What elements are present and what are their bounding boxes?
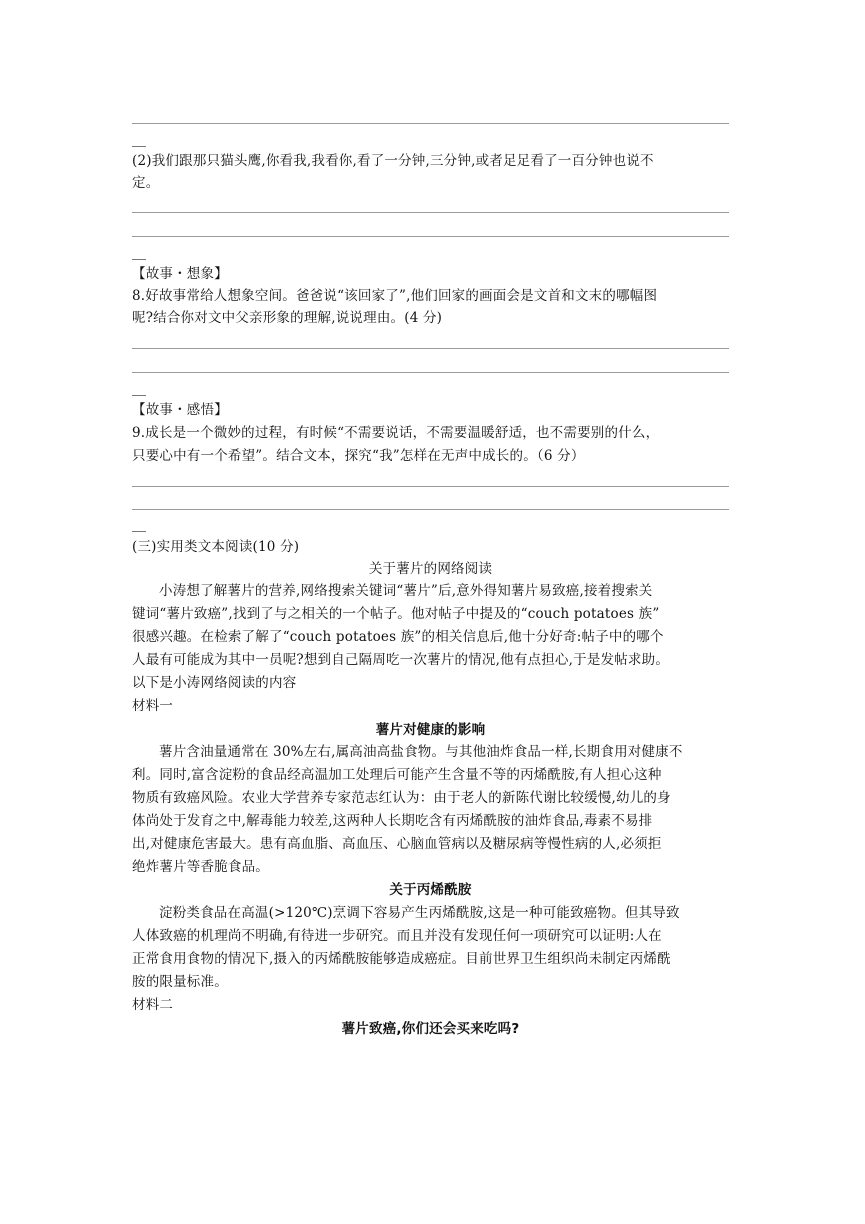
answer-line	[132, 236, 729, 237]
answer-line-end	[132, 395, 146, 396]
answer-line	[132, 372, 729, 373]
question-7-2-line1: (2)我们跟那只猫头鹰,你看我,我看你,看了一分钟,三分钟,或者足足看了一百分钟也说不	[132, 153, 654, 169]
acrylamide-line: 胺的限量标准。	[132, 974, 228, 990]
answer-line	[132, 509, 729, 510]
material-2-label: 材料二	[132, 997, 174, 1013]
acrylamide-title: 关于丙烯酰胺	[389, 882, 472, 898]
material-1-line: 物质有致癌风险。农业大学营养专家范志红认为：由于老人的新陈代谢比较缓慢,幼儿的身	[132, 790, 671, 806]
acrylamide-line: 淀粉类食品在高温(>120℃)烹调下容易产生丙烯酰胺,这是一种可能致癌物。但其导致	[159, 905, 680, 921]
intro-line: 键词“薯片致癌”,找到了与之相关的一个帖子。他对帖子中提及的“couch potatoes 族”	[132, 606, 660, 622]
section-3-heading: (三)实用类文本阅读(10 分)	[132, 539, 300, 555]
intro-line: 小涛想了解薯片的营养,网络搜索关键词“薯片”后,意外得知薯片易致癌,接着搜索关	[159, 583, 653, 599]
material-1-line: 绝炸薯片等香脆食品。	[132, 859, 269, 875]
material-1-line: 薯片含油量通常在 30%左右,属高油高盐食物。与其他油炸食品一样,长期食用对健康不	[159, 744, 683, 760]
intro-line: 很感兴趣。在检索了解了“couch potatoes 族”的相关信息后,他十分好奇:帖子中的哪个	[132, 629, 664, 645]
answer-line	[132, 123, 729, 124]
material-1-line: 体尚处于发育之中,解毒能力较差,这两种人长期吃含有丙烯酰胺的油炸食品,毒素不易排	[132, 813, 653, 829]
question-7-2-line2: 定。	[132, 175, 160, 191]
answer-line-end	[132, 531, 146, 532]
intro-line: 以下是小涛网络阅读的内容	[132, 675, 297, 691]
answer-line	[132, 486, 729, 487]
answer-line	[132, 348, 729, 349]
material-1-line: 利。同时,富含淀粉的食品经高温加工处理后可能产生含量不等的丙烯酰胺,有人担心这种	[132, 767, 662, 783]
section-heading-story-insight: 【故事・感悟】	[132, 402, 228, 418]
material-2-title: 薯片致癌,你们还会买来吃吗?	[341, 1021, 520, 1037]
article-title: 关于薯片的网络阅读	[368, 561, 493, 577]
answer-line-end	[132, 146, 146, 147]
acrylamide-line: 人体致癌的机理尚不明确,有待进一步研究。而且并没有发现任何一项研究可以证明:人在	[132, 928, 662, 944]
material-1-title: 薯片对健康的影响	[375, 722, 486, 738]
answer-line-end	[132, 259, 146, 260]
section-heading-story-imagination: 【故事・想象】	[132, 266, 228, 282]
question-8-line2: 呢?结合你对文中父亲形象的理解,说说理由。(4 分)	[132, 310, 443, 326]
question-9-line1: 9.成长是一个微妙的过程，有时候“不需要说话，不需要温暖舒适，也不需要别的什么，	[132, 425, 660, 441]
material-1-label: 材料一	[132, 698, 174, 714]
intro-line: 人最有可能成为其中一员呢?想到自己隔周吃一次薯片的情况,他有点担心,于是发帖求助。	[132, 652, 670, 668]
question-8-line1: 8.好故事常给人想象空间。爸爸说“该回家了”,他们回家的画面会是文首和文末的哪幅图	[132, 288, 658, 304]
answer-line	[132, 212, 729, 213]
acrylamide-line: 正常食用食物的情况下,摄入的丙烯酰胺能够造成癌症。目前世界卫生组织尚未制定丙烯酰	[132, 951, 671, 967]
question-9-line2: 只要心中有一个希望”。结合文本，探究“我”怎样在无声中成长的。（6 分）	[132, 448, 585, 464]
material-1-line: 出,对健康危害最大。患有高血脂、高血压、心脑血管病以及糖尿病等慢性病的人,必须拒	[132, 836, 662, 852]
